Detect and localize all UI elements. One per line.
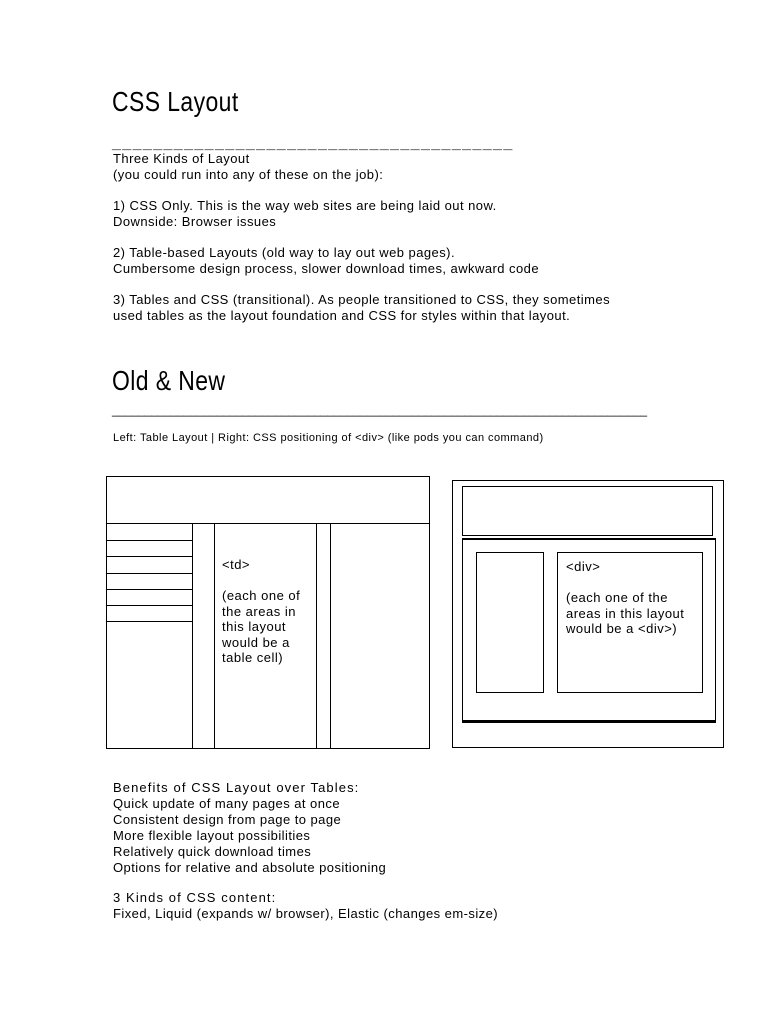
table-nav-row-line — [106, 540, 192, 541]
layout-kind-line: Downside: Browser issues — [113, 214, 277, 229]
section-underline: __________________________________________________________________________________ — [112, 403, 647, 417]
css-content-kinds — [113, 890, 498, 922]
table-cell-description — [222, 588, 300, 666]
layout-kind-line: 1) CSS Only. This is the way web sites are being laid out now. — [113, 198, 497, 213]
table-cell-tag: <td> — [222, 557, 251, 572]
benefits-heading: Benefits of CSS Layout over Tables: — [113, 780, 360, 795]
intro-paragraph — [113, 151, 383, 183]
div-sidebar-box — [476, 552, 544, 693]
section-title: Old & New — [112, 365, 226, 396]
diagram-caption: Left: Table Layout | Right: CSS positioning of <div> (like pods you can command) — [113, 432, 544, 444]
table-column-divider — [192, 523, 193, 749]
intro-line: (you could run into any of these on the job): — [113, 167, 384, 182]
table-cell-line: table cell) — [222, 650, 284, 665]
div-cell-line: areas in this layout — [566, 605, 685, 621]
layout-kind-3 — [113, 292, 610, 324]
div-cell-line: (each one of the — [566, 590, 668, 605]
div-cell-tag: <div> — [566, 559, 601, 574]
kinds-heading: 3 Kinds of CSS content: — [113, 890, 277, 905]
table-cell-line: this layout — [222, 619, 287, 634]
table-row-divider — [106, 523, 430, 524]
benefit-item: More flexible layout possibilities — [113, 828, 311, 843]
title-underline: _______________________________________ — [112, 135, 514, 152]
layout-kind-line: 2) Table-based Layouts (old way to lay out web pages). — [113, 245, 456, 260]
benefit-item: Relatively quick download times — [113, 844, 312, 859]
benefits-list — [113, 780, 386, 876]
table-cell-line: (each one of — [222, 588, 301, 603]
benefit-item: Quick update of many pages at once — [113, 796, 341, 811]
div-cell-line: would be a <div>) — [566, 621, 678, 636]
table-nav-row-line — [106, 589, 192, 590]
layout-kind-line: used tables as the layout foundation and CSS for styles within that layout. — [113, 308, 571, 323]
table-nav-row-line — [106, 605, 192, 606]
table-cell-line: would be a — [222, 634, 290, 650]
table-column-divider — [316, 523, 317, 749]
benefit-item: Options for relative and absolute positioning — [113, 860, 387, 875]
page-title: CSS Layout — [112, 86, 239, 117]
div-cell-description — [566, 590, 684, 637]
table-nav-row-line — [106, 573, 192, 574]
div-header-box — [462, 486, 713, 536]
benefit-item: Consistent design from page to page — [113, 812, 342, 827]
table-nav-row-line — [106, 556, 192, 557]
layout-kind-line: Cumbersome design process, slower download times, awkward code — [113, 261, 540, 276]
table-nav-row-line — [106, 621, 192, 622]
intro-line: Three Kinds of Layout — [113, 151, 250, 166]
kinds-text: Fixed, Liquid (expands w/ browser), Elastic (changes em-size) — [113, 906, 499, 921]
table-column-divider — [330, 523, 331, 749]
table-cell-line: the areas in — [222, 603, 296, 619]
layout-kind-1 — [113, 198, 497, 230]
table-column-divider — [214, 523, 215, 749]
layout-kind-2 — [113, 245, 539, 277]
layout-kind-line: 3) Tables and CSS (transitional). As people transitioned to CSS, they sometimes — [113, 292, 611, 307]
